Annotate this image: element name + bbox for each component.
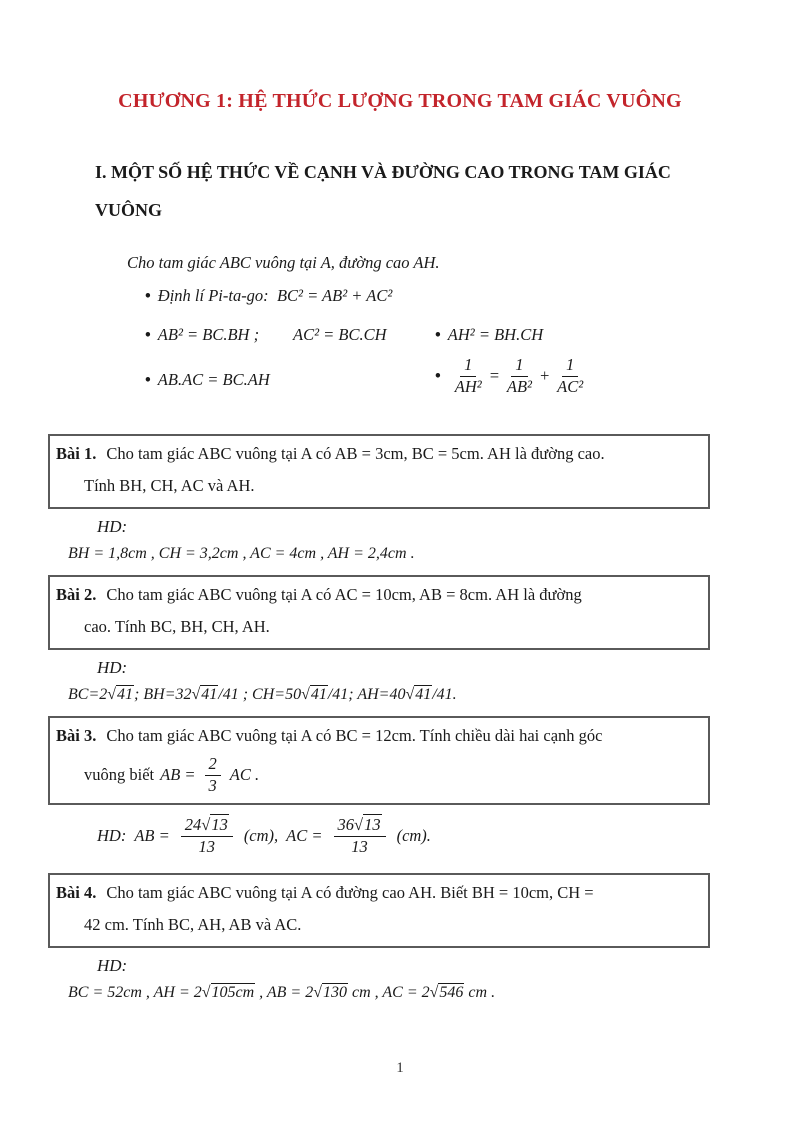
formula-abac: AB.AC = BC.AH xyxy=(157,370,270,389)
sqrt-radical: √ 41 xyxy=(107,685,134,703)
equals-sign: = xyxy=(488,366,500,386)
problem-4-label: Bài 4. xyxy=(56,883,97,902)
sqrt-radical: √ 105cm xyxy=(202,983,255,1001)
problem-2-line1: Bài 2. Cho tam giác ABC vuông tại A có AC = 10cm, AB = 8cm. AH là đường xyxy=(56,585,582,604)
fraction: $\frac{24 √ 13}{13}$ xyxy=(181,816,233,857)
formula-row-altitude xyxy=(145,356,800,412)
sqrt-radical: √ 13 xyxy=(354,814,382,834)
problem-3-line2: vuông biết AB = $\frac{2}{3}$ AC . xyxy=(84,753,260,795)
problem-3-label: Bài 3. xyxy=(56,726,97,745)
problem-box-4 xyxy=(48,873,710,948)
section-heading-line2: VUÔNG xyxy=(95,200,162,220)
bullet-icon xyxy=(435,325,448,344)
chapter-title: CHƯƠNG 1: HỆ THỨC LƯỢNG TRONG TAM GIÁC VUÔNG xyxy=(118,90,682,112)
hd-solution-3: HD: AB = $\frac{24 √ 13}{13}$ (cm), AC = $\frac{36 √ 13}{13}$ (cm). xyxy=(97,811,800,861)
pythagoras-label: Định lí Pi-ta-go: xyxy=(157,286,269,305)
fraction: $\frac{1}{\text{AH²}}$ xyxy=(454,355,482,396)
problem-1-line1: Bài 1. Cho tam giác ABC vuông tại A có AB = 3cm, BC = 5cm. AH là đường cao. xyxy=(56,444,605,463)
plus-sign: + xyxy=(538,366,551,386)
solution-4: BC = 52cm , AH = 2 √ 105cm , AB = 2 √ 130 cm , AC = 2 √ 546 cm . xyxy=(68,984,800,1002)
intro-statement: Cho tam giác ABC vuông tại A, đường cao AH. xyxy=(127,253,440,272)
problem-box-1 xyxy=(48,434,710,509)
formula-reciprocal xyxy=(435,356,590,397)
hd-label-4: HD: xyxy=(97,956,128,975)
formula-row-pythagoras xyxy=(145,286,800,312)
problem-1-line2: Tính BH, CH, AC và AH. xyxy=(84,476,255,495)
formula-ah2: AH² = BH.CH xyxy=(447,325,544,344)
fraction: $\frac{2}{3}$ xyxy=(205,755,221,796)
bullet-icon xyxy=(145,325,158,344)
sqrt-radical: √ 41 xyxy=(191,685,218,703)
fraction: $\frac{1}{\text{AC²}}$ xyxy=(557,355,584,396)
bullet-icon xyxy=(145,286,158,305)
fraction: $\frac{36 √ 13}{13}$ xyxy=(334,816,386,857)
problem-4-line2: 42 cm. Tính BC, AH, AB và AC. xyxy=(84,915,302,934)
sqrt-radical: √ 546 xyxy=(430,983,465,1001)
hd-label-1: HD: xyxy=(97,517,128,536)
solution-1: BH = 1,8cm , CH = 3,2cm , AC = 4cm , AH = 2,4cm . xyxy=(68,545,415,562)
bullet-icon xyxy=(145,370,158,389)
problem-3-line1: Bài 3. Cho tam giác ABC vuông tại A có BC = 12cm. Tính chiều dài hai cạnh góc xyxy=(56,726,603,745)
formula-ab2: AB² = BC.BH ; xyxy=(157,325,260,344)
problem-box-3 xyxy=(48,716,710,805)
page-number: 1 xyxy=(396,1060,404,1076)
bullet-icon xyxy=(435,366,448,386)
problem-box-2 xyxy=(48,575,710,650)
sqrt-radical: √ 130 xyxy=(313,983,348,1001)
fraction: $\frac{1}{\text{AB²}}$ xyxy=(506,355,532,396)
problem-1-label: Bài 1. xyxy=(56,444,97,463)
formula-ac2: AC² = BC.CH xyxy=(293,325,387,344)
section-heading-line1: I. MỘT SỐ HỆ THỨC VỀ CẠNH VÀ ĐƯỜNG CAO TRONG TAM GIÁC xyxy=(95,162,671,182)
hd-label-3: HD: xyxy=(97,826,127,845)
sqrt-radical: √ 41 xyxy=(301,685,328,703)
problem-2-line2: cao. Tính BC, BH, CH, AH. xyxy=(84,617,270,636)
hd-label-2: HD: xyxy=(97,658,128,677)
formula-row-projections xyxy=(145,325,800,351)
problem-4-line1: Bài 4. Cho tam giác ABC vuông tại A có đường cao AH. Biết BH = 10cm, CH = xyxy=(56,883,594,902)
problem-2-label: Bài 2. xyxy=(56,585,97,604)
sqrt-radical: √ 13 xyxy=(201,814,229,834)
pythagoras-formula: BC² = AB² + AC² xyxy=(276,286,393,305)
sqrt-radical: √ 41 xyxy=(405,685,432,703)
solution-2: BC=2 √ 41; BH=32 √ 41/41 ; CH=50 √ 41/41; AH=40 √ 41/41. xyxy=(68,686,800,704)
section-heading xyxy=(95,153,712,229)
